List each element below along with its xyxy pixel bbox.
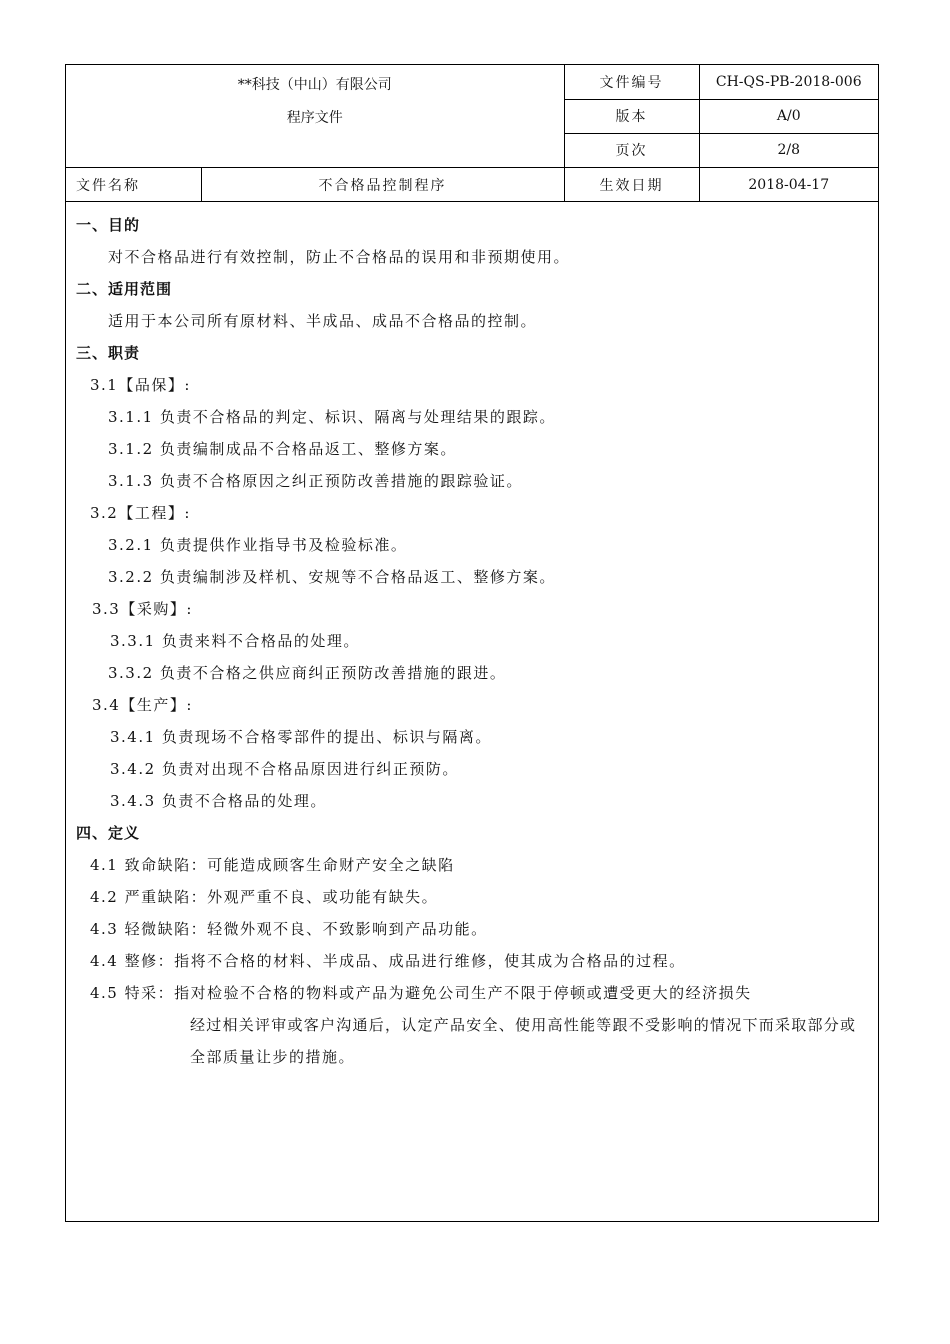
definition-item: 4.2 严重缺陷：外观严重不良、或功能有缺失。: [90, 888, 439, 906]
document-page: [65, 64, 879, 1222]
definition-item-continued: 全部质量让步的措施。: [190, 1048, 356, 1066]
definition-item-continued: 经过相关评审或客户沟通后，认定产品安全、使用高性能等跟不受影响的情况下而采取部分或: [190, 1016, 857, 1034]
resp-purchasing-item: 3.3.2 负责不合格之供应商纠正预防改善措施的跟进。: [108, 664, 507, 682]
section-heading-definitions: 四、定义: [76, 824, 141, 842]
section-heading-scope: 二、适用范围: [76, 280, 173, 298]
document-header-table: [66, 65, 878, 202]
doc-name-value: 不合格品控制程序: [201, 168, 564, 202]
doc-number-label: 文件编号: [564, 65, 699, 99]
resp-qa-item: 3.1.1 负责不合格品的判定、标识、隔离与处理结果的跟踪。: [108, 408, 556, 426]
version-label: 版本: [564, 99, 699, 133]
document-type: 程序文件: [286, 110, 343, 126]
resp-production-heading: 3.4【生产】:: [92, 696, 193, 714]
company-cell: [66, 65, 564, 168]
resp-engineering-item: 3.2.2 负责编制涉及样机、安规等不合格品返工、整修方案。: [108, 568, 556, 586]
section-heading-responsibilities: 三、职责: [76, 344, 141, 362]
page-label: 页次: [564, 133, 699, 167]
effective-date-label: 生效日期: [564, 168, 699, 202]
definition-item: 4.4 整修：指将不合格的材料、半成品、成品进行维修，使其成为合格品的过程。: [90, 952, 686, 970]
resp-qa-item: 3.1.2 负责编制成品不合格品返工、整修方案。: [108, 440, 457, 458]
definition-item: 4.1 致命缺陷：可能造成顾客生命财产安全之缺陷: [90, 856, 455, 874]
resp-purchasing-item: 3.3.1 负责来料不合格品的处理。: [110, 632, 360, 650]
doc-name-label: 文件名称: [66, 168, 201, 202]
definition-item: 4.5 特采：指对检验不合格的物料或产品为避免公司生产不限于停顿或遭受更大的经济损失: [90, 984, 752, 1002]
resp-engineering-item: 3.2.1 负责提供作业指导书及检验标准。: [108, 536, 408, 554]
resp-production-item: 3.4.3 负责不合格品的处理。: [110, 792, 327, 810]
purpose-text: 对不合格品进行有效控制，防止不合格品的误用和非预期使用。: [108, 248, 571, 266]
resp-engineering-heading: 3.2【工程】:: [90, 504, 191, 522]
scope-text: 适用于本公司所有原材料、半成品、成品不合格品的控制。: [108, 312, 538, 330]
resp-qa-heading: 3.1【品保】:: [90, 376, 191, 394]
page-value: 2/8: [699, 133, 878, 167]
definition-item: 4.3 轻微缺陷：轻微外观不良、不致影响到产品功能。: [90, 920, 488, 938]
company-name: **科技（中山）有限公司: [237, 77, 392, 93]
section-heading-purpose: 一、目的: [76, 216, 141, 234]
resp-qa-item: 3.1.3 负责不合格原因之纠正预防改善措施的跟踪验证。: [108, 472, 523, 490]
doc-number-value: CH-QS-PB-2018-006: [699, 65, 878, 99]
resp-production-item: 3.4.2 负责对出现不合格品原因进行纠正预防。: [110, 760, 459, 778]
resp-purchasing-heading: 3.3【采购】:: [92, 600, 193, 618]
version-value: A/0: [699, 99, 878, 133]
resp-production-item: 3.4.1 负责现场不合格零部件的提出、标识与隔离。: [110, 728, 492, 746]
effective-date-value: 2018-04-17: [699, 168, 878, 202]
